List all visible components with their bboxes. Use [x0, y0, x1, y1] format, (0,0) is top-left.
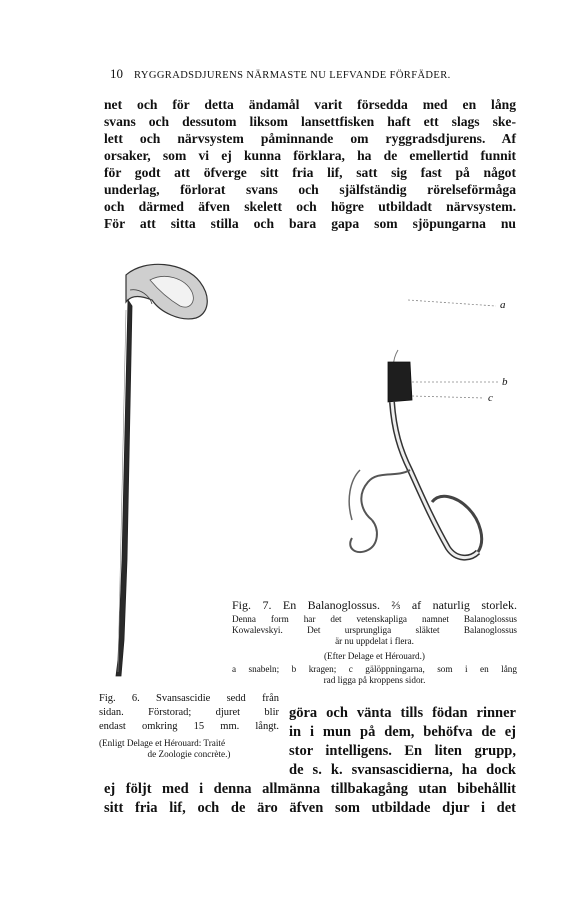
body-line: svans och dessutom liksom lansettfisken haft ett slags ske-	[104, 114, 516, 129]
label-b: b	[502, 376, 508, 388]
body-line: net och för detta ändamål varit försedda med en lång	[104, 97, 516, 112]
page-number: 10	[110, 66, 123, 81]
label-a: a	[500, 299, 506, 311]
body-line: underlag, förlorat svans och själfständig rörelseförmåga	[104, 182, 516, 197]
figure7-caption-line: är nu uppdelat i flera.	[335, 636, 414, 646]
figure6-source-line: de Zoologie concrète.)	[147, 749, 231, 759]
body-line: sitt fria lif, och de äro äfven som utbildade djur i det	[104, 800, 516, 816]
body-line: lett och närvsystem påminnande om ryggradsdjurens. Af	[104, 131, 516, 146]
label-c: c	[488, 392, 493, 404]
body-line: orsaker, som vi ej kunna förklara, ha de emellertid funnit	[104, 148, 516, 163]
right-column-line: stor intelligens. En liten grupp,	[289, 743, 516, 759]
figure7-legend-line: a snabeln; b kragen; c gälöppningarna, som i en lång	[232, 664, 517, 674]
figure6-caption-line: sidan. Förstorad; djuret blir	[99, 707, 279, 718]
body-line: ej följt med i denna allmänna tillbakagång utan bibehållit	[104, 781, 516, 797]
running-title: RYGGRADSDJURENS NÄRMASTE NU LEFVANDE FÖRFÄDER.	[134, 70, 451, 81]
figure7-source: (Efter Delage et Hérouard.)	[323, 651, 425, 661]
figure7-caption-line: Denna form har det vetenskapliga namnet Balanoglossus	[232, 614, 517, 624]
body-line: För att sitta stilla och bara gapa som sjöpungarna nu	[104, 216, 516, 231]
figure6-caption-line: endast omkring 15 mm. långt.	[99, 721, 279, 732]
right-column-line: in i mun på dem, behöfva de ej	[289, 724, 516, 740]
figure6-source-line: (Enligt Delage et Hérouard: Traité	[99, 738, 226, 748]
figure7-caption-line: Kowalevskyi. Det ursprungliga släktet Balanoglossus	[232, 625, 517, 635]
figure7-legend-line: rad ligga på kroppens sidor.	[323, 675, 426, 685]
right-column-line: göra och vänta tills födan rinner	[289, 705, 516, 721]
figure7-title: Fig. 7. En Balanoglossus. ⅔ af naturlig storlek.	[232, 598, 517, 612]
body-line: och därmed äfven skelett och högre utbildadt närvsystem.	[104, 199, 516, 214]
right-column-line: de s. k. svansascidierna, ha dock	[289, 762, 516, 778]
body-line: för godt att öfverge sitt fria lif, satt sig fast på något	[104, 165, 516, 180]
figure7-illustration	[349, 300, 500, 558]
figure6-illustration	[116, 264, 207, 676]
figure6-caption-line: Fig. 6. Svansascidie sedd från	[99, 693, 279, 704]
